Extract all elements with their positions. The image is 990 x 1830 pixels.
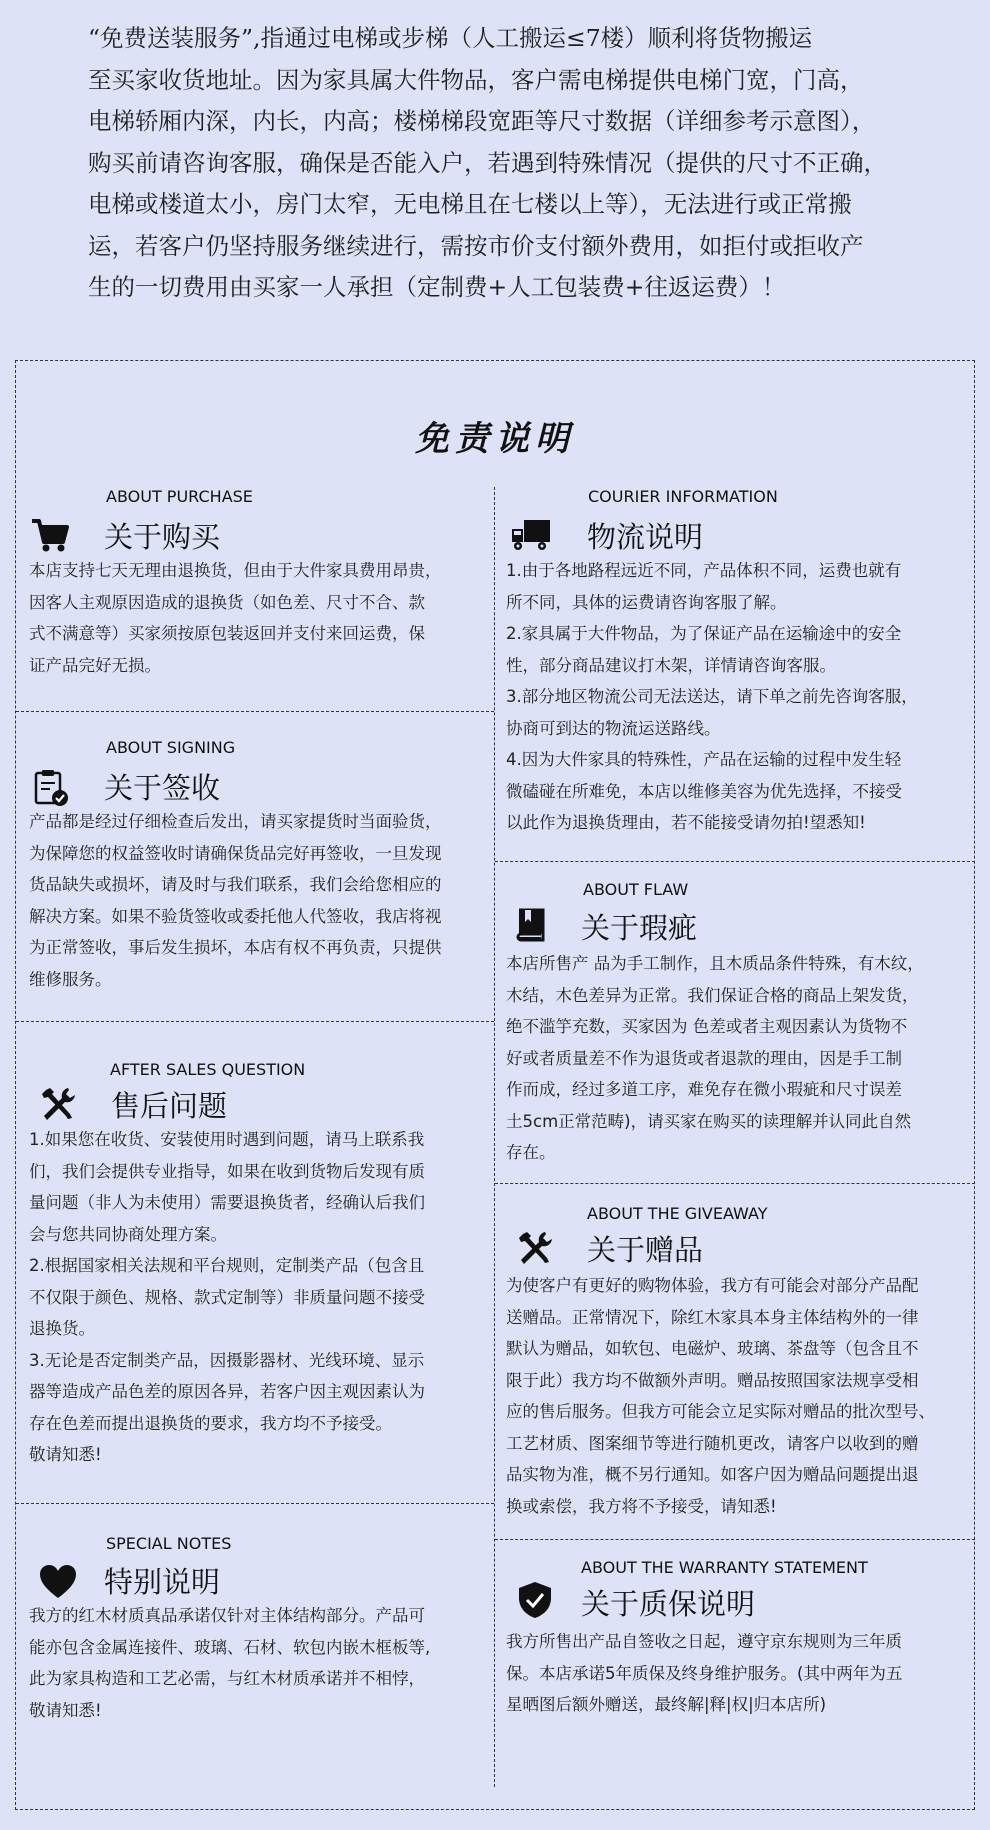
section-zh-title: 物流说明 xyxy=(587,520,704,554)
section-zh-title: 特别说明 xyxy=(104,1565,221,1599)
body-line: 3.部分地区物流公司无法送达，请下单之前先咨询客服， xyxy=(506,687,918,706)
intro-line: 生的一切费用由买家一人承担（定制费+人工包装费+往返运费）！ xyxy=(88,273,786,301)
delivery-truck-icon xyxy=(511,515,551,555)
intro-line: 电梯轿厢内深，内长，内高；楼梯梯段宽距等尺寸数据（详细参考示意图）， xyxy=(88,107,876,135)
body-line: 此为家具构造和工艺必需，与红木材质承诺并不相悖， xyxy=(29,1669,425,1688)
body-line: 默认为赠品，如软包、电磁炉、玻璃、茶盘等（包含且不 xyxy=(506,1339,919,1358)
body-line: 证产品完好无损。 xyxy=(29,655,161,675)
section-en-title: AFTER SALES QUESTION xyxy=(110,1060,306,1079)
section-after-sales xyxy=(16,1021,494,1503)
body-line: 品实物为准，概不另行通知。如客户因为赠品问题提出退 xyxy=(506,1465,919,1484)
body-line: 敬请知悉! xyxy=(29,1700,102,1720)
body-line: 作而成，经过多道工序，难免存在微小瑕疵和尺寸误差 xyxy=(506,1080,902,1099)
section-zh-title: 售后问题 xyxy=(111,1089,228,1123)
shield-check-icon xyxy=(515,1580,555,1620)
section-zh-title: 关于赠品 xyxy=(587,1233,704,1267)
section-body xyxy=(506,1270,935,1522)
section-giveaway xyxy=(495,1183,975,1539)
body-line: 们，我们会提供专业指导，如果在收到货物后发现有质 xyxy=(29,1161,425,1181)
body-line: 4.因为大件家具的特殊性，产品在运输的过程中发生轻 xyxy=(506,750,902,769)
body-line: 敬请知悉! xyxy=(29,1445,102,1464)
body-line: 不仅限于颜色、规格、款式定制等）非质量问题不接受 xyxy=(29,1287,425,1307)
body-line: 应的售后服务。但我方可能会立足实际对赠品的批次型号、 xyxy=(506,1402,935,1421)
intro-line: “免费送装服务”,指通过电梯或步梯（人工搬运≤7楼）顺利将货物搬运 xyxy=(88,24,813,52)
body-line: 存在。 xyxy=(506,1143,556,1162)
section-body xyxy=(506,1626,902,1721)
section-en-title: ABOUT PURCHASE xyxy=(106,487,253,506)
body-line: 3.无论是否定制类产品，因摄影器材、光线环境、显示 xyxy=(29,1350,425,1370)
section-warranty xyxy=(495,1539,975,1809)
body-line: 解决方案。如果不验货签收或委托他人代签收，我店将视 xyxy=(29,906,442,926)
section-en-title: ABOUT FLAW xyxy=(583,880,689,899)
body-line: 维修服务。 xyxy=(29,969,112,989)
section-zh-title: 关于瑕疵 xyxy=(581,911,698,945)
body-line: 绝不滥竽充数，买家因为 色差或者主观因素认为货物不 xyxy=(506,1017,908,1036)
body-line: 式不满意等）买家须按原包装返回并支付来回运费，保 xyxy=(29,624,425,643)
body-line: 能亦包含金属连接件、玻璃、石材、软包内嵌木框板等, xyxy=(29,1637,431,1657)
body-line: 1.由于各地路程远近不同，产品体积不同，运费也就有 xyxy=(506,561,902,580)
section-body xyxy=(506,948,924,1169)
section-body xyxy=(29,1124,425,1471)
body-line: 协商可到达的物流运送路线。 xyxy=(506,718,721,738)
body-line: 换或索偿，我方将不予接受，请知悉! xyxy=(506,1496,777,1516)
section-body xyxy=(29,806,442,995)
section-body xyxy=(29,1600,430,1726)
clipboard-check-icon xyxy=(30,768,70,808)
body-line: 1.如果您在收货、安装使用时遇到问题，请马上联系我 xyxy=(29,1130,425,1149)
body-line: 我方的红木材质真品承诺仅针对主体结构部分。产品可 xyxy=(29,1606,425,1625)
body-line: 货品缺失或损坏，请及时与我们联系，我们会给您相应的 xyxy=(29,875,442,894)
body-line: 为使客户有更好的购物体验，我方有可能会对部分产品配 xyxy=(506,1276,919,1295)
body-line: 因客人主观原因造成的退换货（如色差、尺寸不合、款 xyxy=(29,592,425,612)
body-line: 以此作为退换货理由，若不能接受请勿拍!望悉知! xyxy=(506,813,866,832)
shopping-cart-icon xyxy=(30,515,70,555)
body-line: 工艺材质、图案细节等进行随机更改，请客户以收到的赠 xyxy=(506,1433,919,1453)
body-line: 木结，木色差异为正常。我们保证合格的商品上架发货， xyxy=(506,985,919,1005)
body-line: 我方所售出产品自签收之日起，遵守京东规则为三年质 xyxy=(506,1632,902,1651)
body-line: 为保障您的权益签收时请确保货品完好再签收，一旦发现 xyxy=(29,843,442,863)
body-line: 2.家具属于大件物品，为了保证产品在运输途中的安全 xyxy=(506,624,902,643)
section-en-title: SPECIAL NOTES xyxy=(106,1534,232,1553)
body-line: 本店所售产 品为手工制作，且木质品条件特殊，有木纹， xyxy=(506,954,924,973)
section-special-notes xyxy=(16,1503,494,1809)
tools-icon xyxy=(515,1228,555,1268)
section-zh-title: 关于质保说明 xyxy=(581,1587,756,1621)
body-line: 所不同，具体的运费请咨询客服了解。 xyxy=(506,592,787,612)
body-line: 土5cm正常范畴)，请买家在购买的读理解并认同此自然 xyxy=(506,1111,912,1131)
intro-line: 运，若客户仍坚持服务继续进行，需按市价支付额外费用，如拒付或拒收产 xyxy=(88,231,864,260)
body-line: 退换货。 xyxy=(29,1319,95,1338)
body-line: 存在色差而提出退换货的要求，我方均不予接受。 xyxy=(29,1413,392,1433)
section-en-title: COURIER INFORMATION xyxy=(588,487,778,506)
body-line: 会与您共同协商处理方案。 xyxy=(29,1224,227,1244)
body-line: 产品都是经过仔细检查后发出，请买家提货时当面验货， xyxy=(29,812,442,831)
disclaimer-box xyxy=(15,360,975,1810)
body-line: 本店支持七天无理由退换货，但由于大件家具费用昂贵， xyxy=(29,561,442,580)
tools-icon xyxy=(38,1084,78,1124)
body-line: 保。本店承诺5年质保及终身维护服务。(其中两年为五 xyxy=(506,1663,903,1683)
section-body xyxy=(506,555,918,839)
body-line: 器等造成产品色差的原因各异，若客户因主观因素认为 xyxy=(29,1382,425,1401)
intro-line: 至买家收货地址。因为家具属大件物品，客户需电梯提供电梯门宽，门高， xyxy=(88,65,864,94)
intro-line: 购买前请咨询客服，确保是否能入户，若遇到特殊情况（提供的尺寸不正确， xyxy=(88,148,887,177)
section-zh-title: 关于购买 xyxy=(104,520,221,554)
section-en-title: ABOUT THE WARRANTY STATEMENT xyxy=(581,1558,868,1577)
body-line: 好或者质量差不作为退货或者退款的理由，因是手工制 xyxy=(506,1048,902,1068)
section-signing xyxy=(16,711,494,1021)
body-line: 为正常签收，事后发生损坏，本店有权不再负责，只提供 xyxy=(29,938,442,957)
intro-line: 电梯或楼道太小，房门太窄，无电梯且在七楼以上等），无法进行或正常搬 xyxy=(88,190,852,218)
section-body xyxy=(29,555,442,681)
heart-icon xyxy=(38,1562,78,1602)
disclaimer-title: 免责说明 xyxy=(415,419,575,459)
body-line: 送赠品。正常情况下，除红木家具本身主体结构外的一律 xyxy=(506,1307,919,1327)
body-line: 量问题（非人为未使用）需要退换货者，经确认后我们 xyxy=(29,1193,425,1212)
body-line: 2.根据国家相关法规和平台规则，定制类产品（包含且 xyxy=(29,1256,425,1275)
section-en-title: ABOUT SIGNING xyxy=(106,738,236,757)
section-en-title: ABOUT THE GIVEAWAY xyxy=(587,1204,768,1223)
section-flaw xyxy=(495,861,975,1183)
body-line: 微磕碰在所难免，本店以维修美容为优先选择，不接受 xyxy=(506,781,902,801)
book-icon xyxy=(511,906,551,946)
section-courier xyxy=(495,487,975,861)
section-purchase xyxy=(16,487,494,711)
body-line: 星晒图后额外赠送，最终解|释|权|归本店所) xyxy=(506,1695,827,1714)
body-line: 性，部分商品建议打木架，详情请咨询客服。 xyxy=(506,655,836,675)
body-line: 限于此）我方均不做额外声明。赠品按照国家法规享受相 xyxy=(506,1370,919,1390)
section-zh-title: 关于签收 xyxy=(104,771,221,805)
intro-paragraph xyxy=(88,18,968,309)
